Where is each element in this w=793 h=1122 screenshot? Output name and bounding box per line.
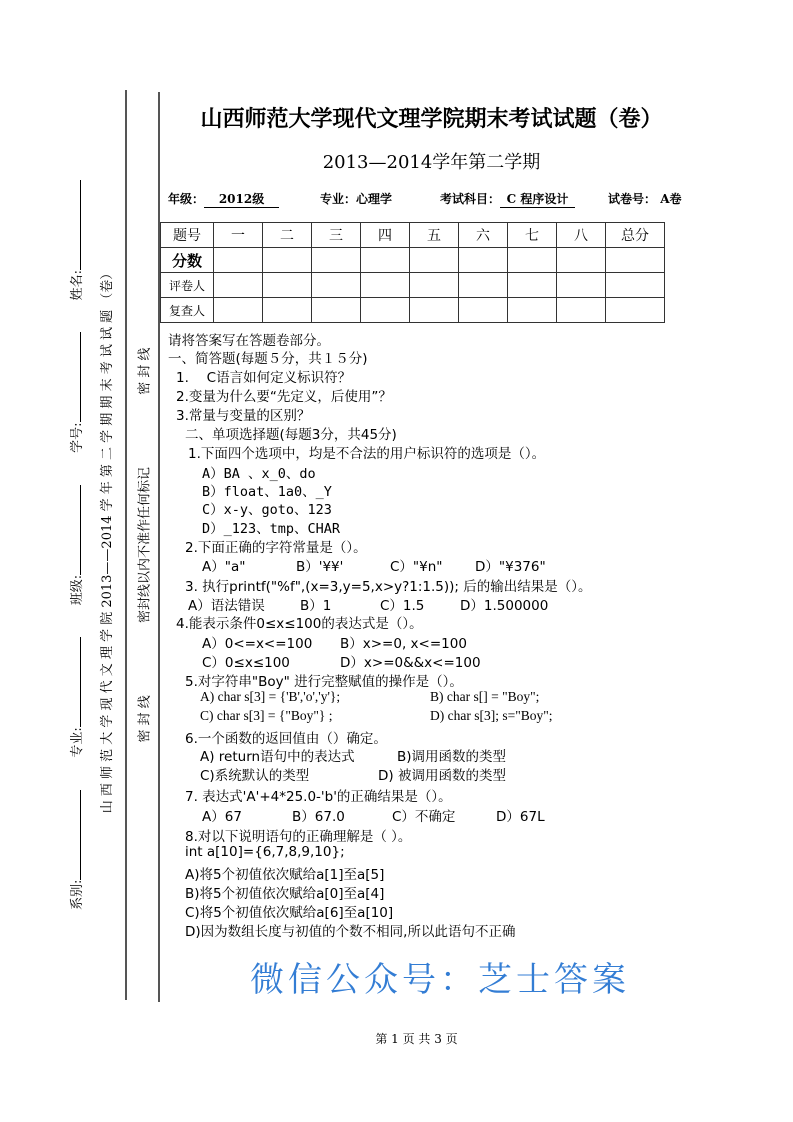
field-department[interactable]	[66, 790, 85, 910]
table-header: 八	[557, 223, 606, 248]
field-student-id[interactable]	[66, 332, 85, 452]
option: D) char s[3]; s="Boy";	[430, 708, 553, 723]
field-name[interactable]	[66, 180, 85, 300]
option: B）float、1a0、_Y	[202, 484, 332, 500]
option: C)将5个初值依次赋给a[6]至a[10]	[185, 905, 394, 921]
question: 3.常量与变量的区别？	[176, 408, 311, 424]
table-row	[161, 273, 665, 298]
section-1-title: 一、简答题(每题５分，共１５分)	[168, 351, 368, 367]
score-cell[interactable]	[312, 273, 361, 298]
seal-line	[133, 348, 153, 743]
score-cell[interactable]	[410, 248, 459, 273]
score-cell[interactable]	[557, 248, 606, 273]
option: B)将5个初值依次赋给a[0]至a[4]	[185, 886, 385, 902]
score-cell[interactable]	[508, 298, 557, 323]
option: B）'¥¥'	[296, 559, 344, 575]
paper-label: 试卷号：	[608, 192, 657, 206]
table-header: 二	[263, 223, 312, 248]
field-underline	[80, 790, 81, 880]
option: D）1.500000	[460, 598, 549, 614]
student-info-fields	[65, 180, 85, 910]
option: B)调用函数的类型	[397, 749, 507, 765]
field-label: 学号:	[69, 422, 85, 453]
option: D) 被调用函数的类型	[378, 768, 506, 784]
option: D）"¥376"	[475, 559, 546, 575]
option: B）67.0	[292, 809, 345, 825]
seal-note: 密封线以内不准作任何标记	[137, 467, 152, 624]
option: D）_123、tmp、CHAR	[202, 521, 341, 537]
row-label: 分数	[161, 248, 214, 273]
table-row	[161, 248, 665, 273]
school-vertical-line	[95, 230, 115, 850]
table-header: 总分	[606, 223, 665, 248]
score-cell[interactable]	[557, 298, 606, 323]
score-cell[interactable]	[606, 248, 665, 273]
answer-note: 请将答案写在答题卷部分。	[168, 333, 330, 349]
option: A)将5个初值依次赋给a[1]至a[5]	[185, 867, 385, 883]
question: 7. 表达式'A'+4*25.0-'b'的正确结果是（）。	[185, 789, 452, 805]
option: C)系统默认的类型	[200, 768, 310, 784]
score-cell[interactable]	[508, 248, 557, 273]
field-underline	[80, 485, 81, 575]
table-row	[161, 298, 665, 323]
watermark: 微信公众号：芝士答案	[250, 960, 630, 1000]
question: 6.一个函数的返回值由（）确定。	[185, 731, 387, 747]
option: A）语法错误	[188, 598, 265, 614]
option: C）1.5	[380, 598, 425, 614]
score-cell[interactable]	[263, 248, 312, 273]
major-info: 专业：心理学	[320, 192, 393, 206]
question: 5.对字符串"Boy" 进行完整赋值的操作是（）。	[185, 674, 463, 690]
page-title: 山西师范大学现代文理学院期末考试试题（卷）	[200, 106, 663, 132]
table-header-row	[161, 223, 665, 248]
table-header: 三	[312, 223, 361, 248]
option: D)因为数组长度与初值的个数不相同,所以此语句不正确	[185, 924, 516, 940]
option: A) return语句中的表达式	[200, 749, 355, 765]
score-cell[interactable]	[606, 273, 665, 298]
field-major[interactable]	[66, 637, 85, 757]
option: A）"a"	[202, 559, 246, 575]
option: A）0<=x<=100	[202, 636, 313, 652]
score-cell[interactable]	[410, 273, 459, 298]
option: C）x-y、goto、123	[202, 502, 332, 518]
score-cell[interactable]	[214, 298, 263, 323]
option: A) char s[3] = {'B','o','y'};	[200, 689, 341, 704]
table-header: 六	[459, 223, 508, 248]
row-label: 复查人	[161, 298, 214, 323]
table-header: 四	[361, 223, 410, 248]
option: B）x>=0, x<=100	[340, 636, 467, 652]
field-label: 专业:	[69, 727, 85, 758]
field-underline	[80, 180, 81, 270]
paper-value: A卷	[660, 192, 682, 206]
table-header: 七	[508, 223, 557, 248]
score-table	[160, 222, 665, 323]
grade-info	[168, 190, 279, 208]
table-header: 五	[410, 223, 459, 248]
field-class[interactable]	[66, 485, 85, 605]
field-label: 系别:	[69, 879, 85, 910]
score-cell[interactable]	[214, 273, 263, 298]
question: 1. C语言如何定义标识符？	[176, 370, 352, 386]
option: D）x>=0&&x<=100	[340, 655, 481, 671]
option: C）"¥n"	[390, 559, 443, 575]
score-cell[interactable]	[214, 248, 263, 273]
option: A）67	[202, 809, 242, 825]
seal-text: 密 封 线	[137, 347, 152, 395]
option: D）67L	[496, 809, 545, 825]
question: 2.下面正确的字符常量是（）。	[185, 540, 367, 556]
subject-label: 考试科目：	[440, 192, 501, 206]
score-cell[interactable]	[263, 298, 312, 323]
table-header: 题号	[161, 223, 214, 248]
field-label: 班级:	[69, 574, 85, 606]
score-cell[interactable]	[557, 273, 606, 298]
field-underline	[80, 332, 81, 422]
option: B）1	[300, 598, 332, 614]
option: C) char s[3] = {"Boy"} ;	[200, 708, 333, 723]
subject-info	[440, 190, 575, 208]
score-cell[interactable]	[361, 298, 410, 323]
score-cell[interactable]	[459, 273, 508, 298]
score-cell[interactable]	[361, 273, 410, 298]
question: 2.变量为什么要“先定义，后使用”？	[176, 389, 392, 405]
page-subtitle: 2013—2014学年第二学期	[322, 152, 541, 173]
school-vertical-text: 山 西 师 范 大 学 现 代 文 理 学 院 2013——2014 学 年 第 二 学 期 期 末 考 试 试 题 （卷）	[99, 266, 115, 814]
score-cell[interactable]	[361, 248, 410, 273]
score-cell[interactable]	[312, 248, 361, 273]
score-cell[interactable]	[459, 298, 508, 323]
option: C）0≤x≤100	[202, 655, 290, 671]
question: 1.下面四个选项中，均是不合法的用户标识符的选项是（）。	[188, 446, 546, 462]
option: C）不确定	[392, 809, 456, 825]
field-label: 姓名:	[69, 270, 85, 301]
field-underline	[80, 637, 81, 727]
subject-value: C 程序设计	[500, 190, 575, 208]
score-cell[interactable]	[410, 298, 459, 323]
section-2-title: 二、单项选择题(每题3分，共45分)	[185, 427, 397, 443]
grade-label: 年级：	[168, 192, 205, 206]
table-header: 一	[214, 223, 263, 248]
score-cell[interactable]	[606, 298, 665, 323]
question: 4.能表示条件0≤x≤100的表达式是（）。	[176, 616, 423, 632]
paper-info	[608, 190, 682, 207]
question: 8.对以下说明语句的正确理解是（ ）。	[185, 829, 412, 845]
binding-line	[125, 90, 127, 1000]
row-label: 评卷人	[161, 273, 214, 298]
option: A）BA 、x_0、do	[202, 466, 316, 482]
page-footer: 第 1 页 共 3 页	[375, 1032, 458, 1046]
grade-value: 2012级	[204, 190, 279, 208]
score-cell[interactable]	[459, 248, 508, 273]
score-cell[interactable]	[508, 273, 557, 298]
seal-text: 密 封 线	[137, 695, 152, 743]
question: 3. 执行printf("%f",(x=3,y=5,x>y?1:1.5)); 后的输出结果是（）。	[185, 579, 592, 595]
score-cell[interactable]	[263, 273, 312, 298]
score-cell[interactable]	[312, 298, 361, 323]
code-line: int a[10]={6,7,8,9,10};	[185, 844, 345, 860]
option: B) char s[] = "Boy";	[430, 689, 540, 704]
